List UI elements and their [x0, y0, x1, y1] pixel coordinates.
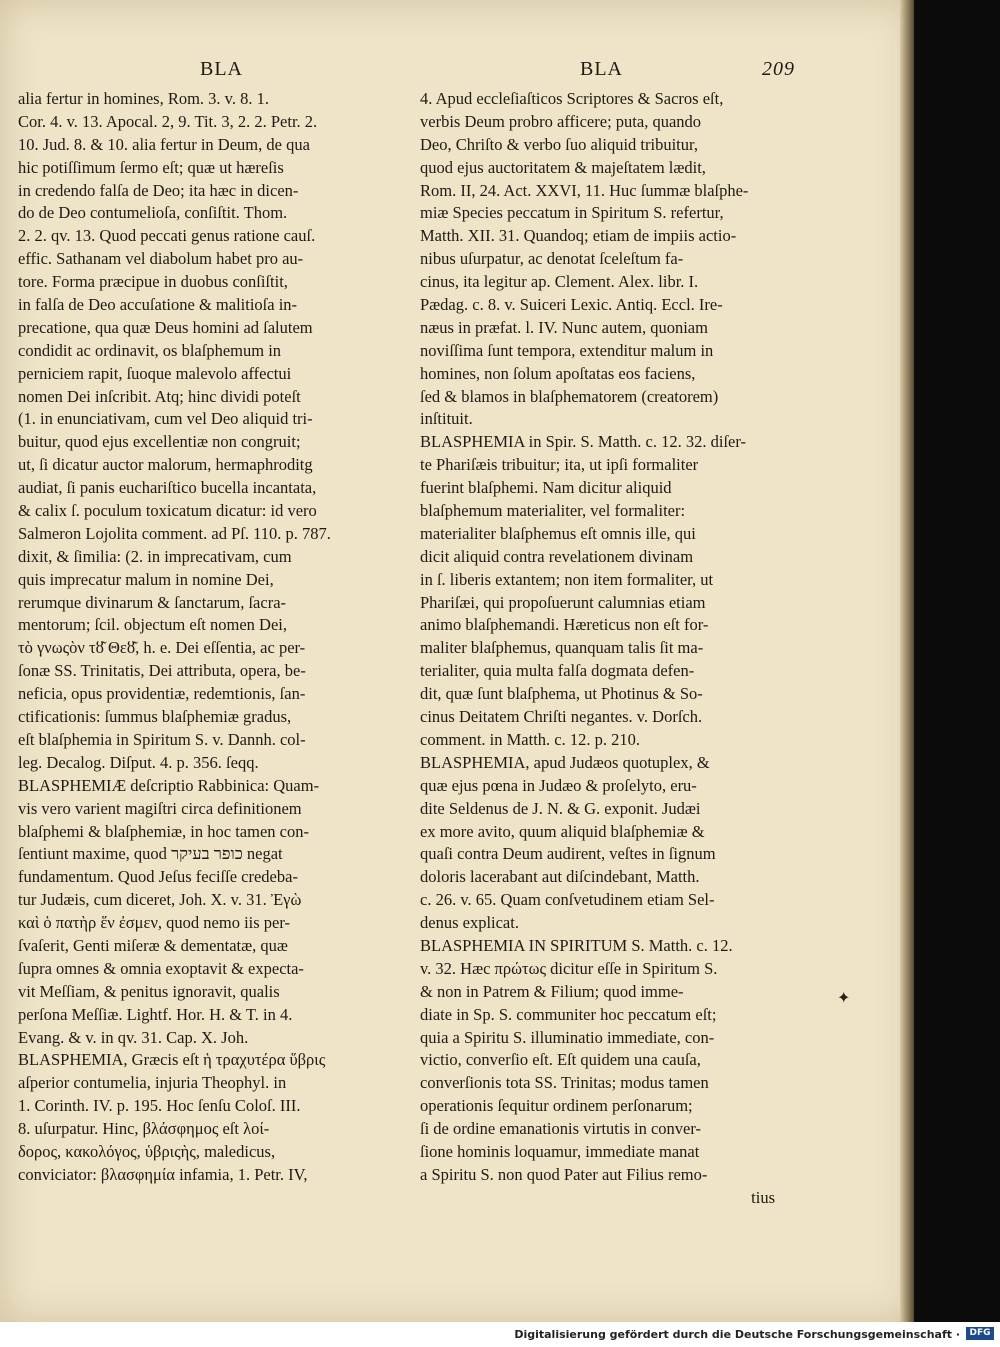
- text-line: materialiter blaſphemus eſt omnis ille, qui: [420, 523, 696, 543]
- text-line: tius: [751, 1187, 775, 1207]
- text-line: quis imprecatur malum in nomine Dei,: [18, 569, 274, 589]
- text-line: nibus uſurpatur, ac denotat ſceleſtum fa-: [420, 249, 684, 269]
- text-line: (1. in enunciativam, cum vel Deo aliquid tri-: [18, 409, 313, 429]
- text-line: animo blaſphemandi. Hæreticus non eſt for-: [420, 615, 709, 635]
- page-number: 209: [762, 58, 795, 80]
- text-line: maliter blaſphemus, quanquam talis ſit ma-: [420, 638, 704, 658]
- text-line: comment. in Matth. c. 12. p. 210.: [420, 729, 640, 749]
- text-line: ut, ſi dicatur auctor malorum, hermaphroditg: [18, 455, 313, 475]
- page-edge-shadow: [900, 0, 914, 1322]
- text-line: perniciem rapit, ſuoque malevolo affectui: [18, 363, 292, 383]
- text-line: miæ Species peccatum in Spiritum S. refertur,: [420, 203, 724, 223]
- text-line: fundamentum. Quod Jeſus feciſſe credeba-: [18, 867, 298, 887]
- text-line: perſona Meſſiæ. Lightf. Hor. H. & T. in 4.: [18, 1004, 293, 1024]
- text-line: homines, non ſolum apoſtatas eos faciens,: [420, 363, 696, 383]
- text-line: Deo, Chriſto & verbo ſuo aliquid tribuitur,: [420, 134, 698, 154]
- text-line: Matth. XII. 31. Quandoq; etiam de impiis actio-: [420, 226, 737, 246]
- text-line: quod ejus auctoritatem & majeſtatem lædit,: [420, 157, 706, 177]
- text-line: terialiter, quia multa falſa dogmata defen-: [420, 661, 695, 681]
- text-line: leg. Decalog. Diſput. 4. p. 356. ſeqq.: [18, 752, 259, 772]
- footer-bar: [0, 1322, 1000, 1347]
- text-line: quæ ejus pœna in Judæo & proſelyto, eru-: [420, 775, 697, 795]
- text-line: in credendo falſa de Deo; ita hæc in dicen-: [18, 180, 299, 200]
- text-line: diate in Sp. S. communiter hoc peccatum eſt;: [420, 1004, 717, 1024]
- footer-credit: Digitalisierung gefördert durch die Deutsche Forschungsgemeinschaft ·: [514, 1328, 960, 1341]
- text-line: doloris lacerabant aut diſcindebant, Matth.: [420, 867, 700, 887]
- text-line: a Spiritu S. non quod Pater aut Filius remo-: [420, 1164, 708, 1184]
- right-text-column: [420, 88, 795, 1210]
- text-line: ſonæ SS. Trinitatis, Dei attributa, opera, be-: [18, 661, 306, 681]
- text-line: vit Meſſiam, & penitus ignoravit, qualis: [18, 981, 280, 1001]
- text-line: te Phariſæis tribuitur; ita, ut ipſi formaliter: [420, 455, 699, 475]
- text-line: καὶ ὁ πατὴρ ἕν ἐσμεν, quod nemo iis per-: [18, 913, 291, 933]
- text-line: precatione, qua quæ Deus homini ad ſalutem: [18, 317, 313, 337]
- text-line: converſionis tota SS. Trinitas; modus tamen: [420, 1073, 709, 1093]
- text-line: hic potiſſimum ſermo eſt; quæ ut hæreſis: [18, 157, 284, 177]
- text-line: quaſi contra Deum audirent, veſtes in ſignum: [420, 844, 716, 864]
- text-line: τὸ γνωςὸν τȣ͂ Θεȣ͂, h. e. Dei eſſentia, ac per-: [18, 638, 306, 658]
- text-line: nomen Dei inſcribit. Atq; hinc dividi poteſt: [18, 386, 301, 406]
- text-line: in ſ. liberis extantem; non item formaliter, ut: [420, 569, 714, 589]
- text-line: victio, converſio eſt. Eſt quidem una cauſa,: [420, 1050, 701, 1070]
- text-line: Cor. 4. v. 13. Apocal. 2, 9. Tit. 3, 2. 2. Petr. 2.: [18, 111, 318, 131]
- text-line: dicit aliquid contra revelationem divinam: [420, 546, 694, 566]
- text-line: ſed & blamos in blaſphematorem (creatorem): [420, 386, 719, 406]
- text-line: & calix ſ. poculum toxicatum dicatur: id vero: [18, 501, 317, 521]
- text-line: condidit ac ordinavit, os blaſphemum in: [18, 340, 282, 360]
- text-line: ſupra omnes & omnia exoptavit & expecta-: [18, 958, 304, 978]
- text-line: & non in Patrem & Filium; quod imme-: [420, 981, 684, 1001]
- left-text-column: [18, 88, 396, 1187]
- text-line: ex more avito, quum aliquid blaſphemiæ &: [420, 821, 705, 841]
- text-line: vis vero varient magiſtri circa definitionem: [18, 798, 302, 818]
- text-line: næus in præfat. l. IV. Nunc autem, quoniam: [420, 317, 708, 337]
- text-line: eſt blaſphemia in Spiritum S. v. Dannh. col-: [18, 729, 306, 749]
- text-line: neficia, opus providentiæ, redemtionis, ſan-: [18, 684, 306, 704]
- text-line: 10. Jud. 8. & 10. alia fertur in Deum, de qua: [18, 134, 310, 154]
- text-line: fuerint blaſphemi. Nam dicitur aliquid: [420, 478, 672, 498]
- text-line: dit, quæ ſunt blaſphema, ut Photinus & So-: [420, 684, 703, 704]
- text-line: 8. uſurpatur. Hinc, βλάσφημος eſt λοί-: [18, 1119, 270, 1139]
- text-line: c. 26. v. 65. Quam conſvetudinem etiam Sel-: [420, 890, 715, 910]
- text-line: verbis Deum probro afficere; puta, quando: [420, 111, 702, 131]
- text-line: 1. Corinth. IV. p. 195. Hoc ſenſu Coloſ. III.: [18, 1096, 301, 1116]
- text-line: buitur, quod ejus excellentiæ non congruit;: [18, 432, 301, 452]
- text-line: Rom. II, 24. Act. XXVI, 11. Huc ſummæ blaſphe-: [420, 180, 749, 200]
- text-line: Salmeron Lojolita comment. ad Pſ. 110. p. 787.: [18, 523, 331, 543]
- scan-border: [914, 0, 1000, 1322]
- text-line: aſperior contumelia, injuria Theophyl. in: [18, 1073, 287, 1093]
- text-line: quia a Spiritu S. illuminatio immediate, con-: [420, 1027, 715, 1047]
- text-line: BLASPHEMIA, apud Judæos quotuplex, &: [420, 752, 710, 772]
- text-line: blaſphemi & blaſphemiæ, in hoc tamen con-: [18, 821, 309, 841]
- text-line: ctificationis: ſummus blaſphemiæ gradus,: [18, 707, 292, 727]
- text-line: tur Judæis, cum diceret, Joh. X. v. 31. Ἐγὼ: [18, 890, 302, 910]
- text-line: dite Seldenus de J. N. & G. exponit. Judæi: [420, 798, 701, 818]
- text-line: effic. Sathanam vel diabolum habet pro au-: [18, 249, 304, 269]
- text-line: cinus, ita legitur ap. Clement. Alex. libr. I.: [420, 272, 699, 292]
- text-line: do de Deo contumelioſa, conſiſtit. Thom.: [18, 203, 288, 223]
- text-line: Pædag. c. 8. v. Suiceri Lexic. Antiq. Eccl. Ire-: [420, 295, 723, 315]
- text-line: denus explicat.: [420, 913, 519, 933]
- text-line: BLASPHEMIA IN SPIRITUM S. Matth. c. 12.: [420, 935, 733, 955]
- text-line: ſvaſerit, Genti miſeræ & dementatæ, quæ: [18, 935, 288, 955]
- text-line: v. 32. Hæc πρώτως dicitur eſſe in Spiritum S.: [420, 958, 718, 978]
- text-line: operationis ſequitur ordinem perſonarum;: [420, 1096, 693, 1116]
- text-line: Evang. & v. in qv. 31. Cap. X. Joh.: [18, 1027, 249, 1047]
- text-line: BLASPHEMIÆ deſcriptio Rabbinica: Quam-: [18, 775, 320, 795]
- text-line: alia fertur in homines, Rom. 3. v. 8. 1.: [18, 89, 269, 108]
- text-line: blaſphemum materialiter, vel formaliter:: [420, 501, 686, 521]
- text-line: ſione hominis loquamur, immediate manat: [420, 1141, 700, 1161]
- text-line: inſtituit.: [420, 409, 473, 429]
- running-head-left: BLA: [200, 58, 243, 80]
- text-line: mentorum; ſcil. objectum eſt nomen Dei,: [18, 615, 287, 635]
- text-line: BLASPHEMIA in Spir. S. Matth. c. 12. 32. diſer-: [420, 432, 747, 452]
- running-head-center: BLA: [580, 58, 623, 80]
- text-line: dixit, & ſimilia: (2. in imprecativam, cum: [18, 546, 292, 566]
- text-line: noviſſima ſunt tempora, extenditur malum in: [420, 340, 714, 360]
- text-line: in falſa de Deo accuſatione & malitioſa in-: [18, 295, 298, 315]
- text-line: ſentiunt maxime, quod כופר בעיקר negat: [18, 844, 283, 864]
- text-line: δορος, κακολόγος, ὑβριςὴς, maledicus,: [18, 1141, 276, 1161]
- text-line: 2. 2. qv. 13. Quod peccati genus ratione cauſ.: [18, 226, 316, 246]
- text-line: tore. Forma præcipue in duobus conſiſtit,: [18, 272, 288, 292]
- text-line: audiat, ſi panis euchariſtico bucella incantata,: [18, 478, 317, 498]
- text-line: BLASPHEMIA, Græcis eſt ἡ τραχυτέρα ὕβρις: [18, 1050, 326, 1070]
- ink-mark-icon: ✦: [837, 988, 851, 1007]
- text-line: ſi de ordine emanationis virtutis in conver-: [420, 1119, 702, 1139]
- dfg-logo-icon: DFG: [966, 1327, 994, 1340]
- text-line: 4. Apud eccleſiaſticos Scriptores & Sacros eſt,: [420, 89, 724, 108]
- text-line: Phariſæi, qui propoſuerunt calumnias etiam: [420, 592, 706, 612]
- text-line: conviciator: βλασφημία infamia, 1. Petr. IV,: [18, 1164, 308, 1184]
- text-line: rerumque divinarum & ſanctarum, ſacra-: [18, 592, 287, 612]
- text-line: cinus Deitatem Chriſti negantes. v. Dorſch.: [420, 707, 703, 727]
